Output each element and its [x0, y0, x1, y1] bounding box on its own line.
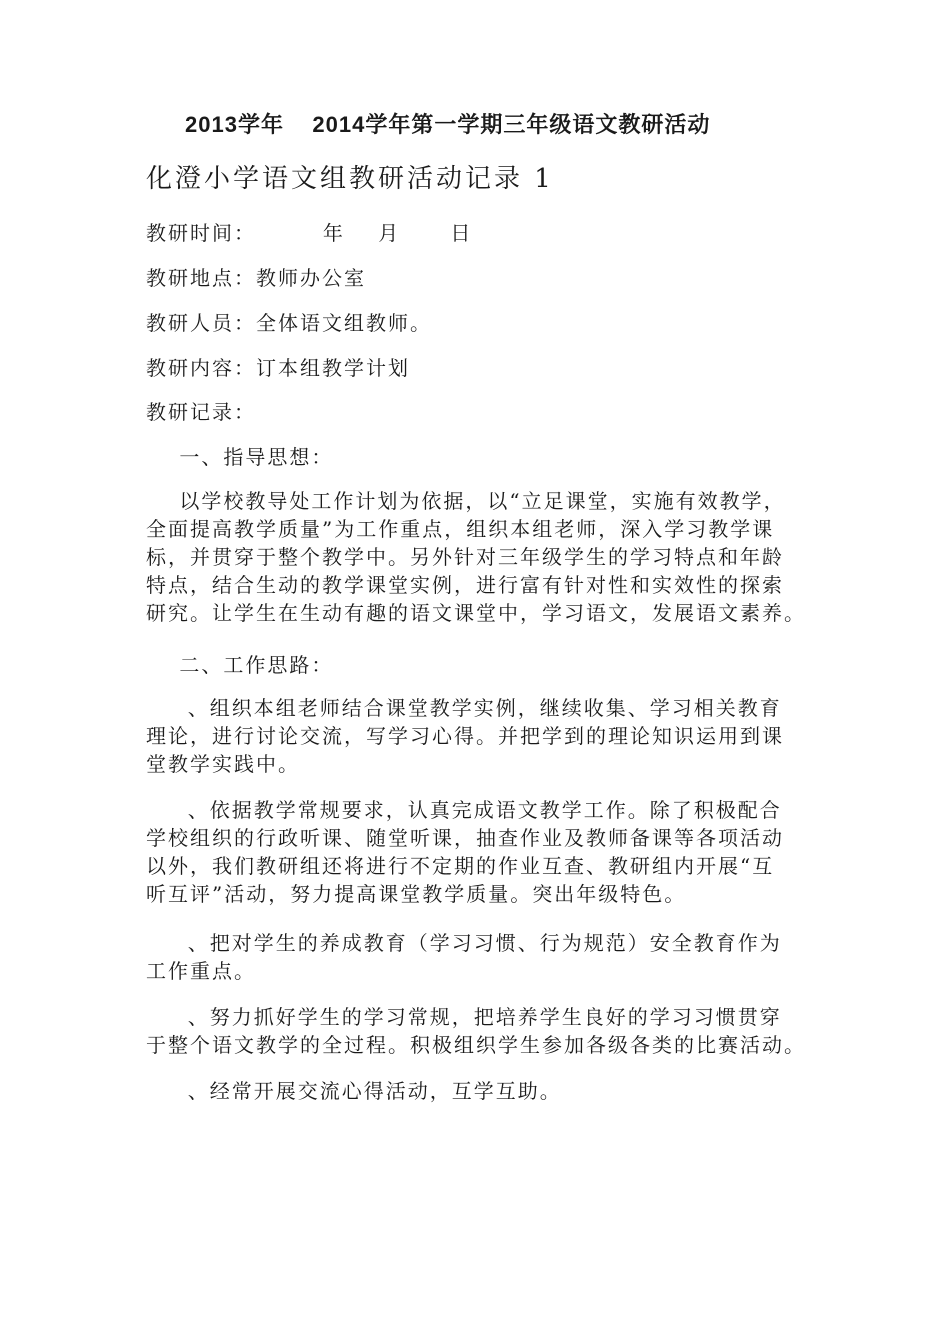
section2-heading: 二、工作思路： — [146, 653, 334, 677]
field-place: 教研地点：教师办公室 — [146, 266, 366, 290]
section1-body: 以学校教导处工作计划为依据，以“立足课堂，实施有效教学， 全面提高教学质量”为工作重点，组织本组老师，深入学习教学课 标，并贯穿于整个教学中。另外针对三年级学生的学习特点和年龄 特点，结合生动的教学课堂实例，进行富有针对性和实效性的探索 研究。让学生在生动有趣的语文课堂中，学习语文，发展语文素养。 — [146, 489, 806, 625]
field-content: 教研内容：订本组教学计划 — [146, 356, 410, 380]
section2-item-1: 、组织本组老师结合课堂教学实例，继续收集、学习相关教育 理论，进行讨论交流，写学习心得。并把学到的理论知识运用到课 堂教学实践中。 — [146, 696, 784, 776]
document-title: 化澄小学语文组教研活动记录 1 — [146, 164, 554, 194]
field-record: 教研记录： — [146, 400, 256, 424]
section2-item-2: 、依据教学常规要求，认真完成语文教学工作。除了积极配合 学校组织的行政听课、随堂听课，抽查作业及教师备课等各项活动 以外，我们教研组还将进行不定期的作业互查、教研组内开展“互 听互评”活动，努力提高课堂教学质量。突出年级特色。 — [146, 798, 784, 906]
document-header: 2013学年 2014学年第一学期三年级语文教研活动 — [185, 112, 711, 137]
section2-item-4: 、努力抓好学生的学习常规，把培养学生良好的学习习惯贯穿 于整个语文教学的全过程。积极组织学生参加各级各类的比赛活动。 — [146, 1005, 806, 1057]
section2-item-3: 、把对学生的养成教育（学习习惯、行为规范）安全教育作为 工作重点。 — [146, 931, 782, 983]
section1-heading: 一、指导思想： — [146, 445, 334, 469]
section2-item-5: 、经常开展交流心得活动，互学互助。 — [146, 1079, 562, 1103]
field-time: 教研时间： 年 月 日 — [146, 221, 473, 245]
field-people: 教研人员：全体语文组教师。 — [146, 311, 432, 335]
